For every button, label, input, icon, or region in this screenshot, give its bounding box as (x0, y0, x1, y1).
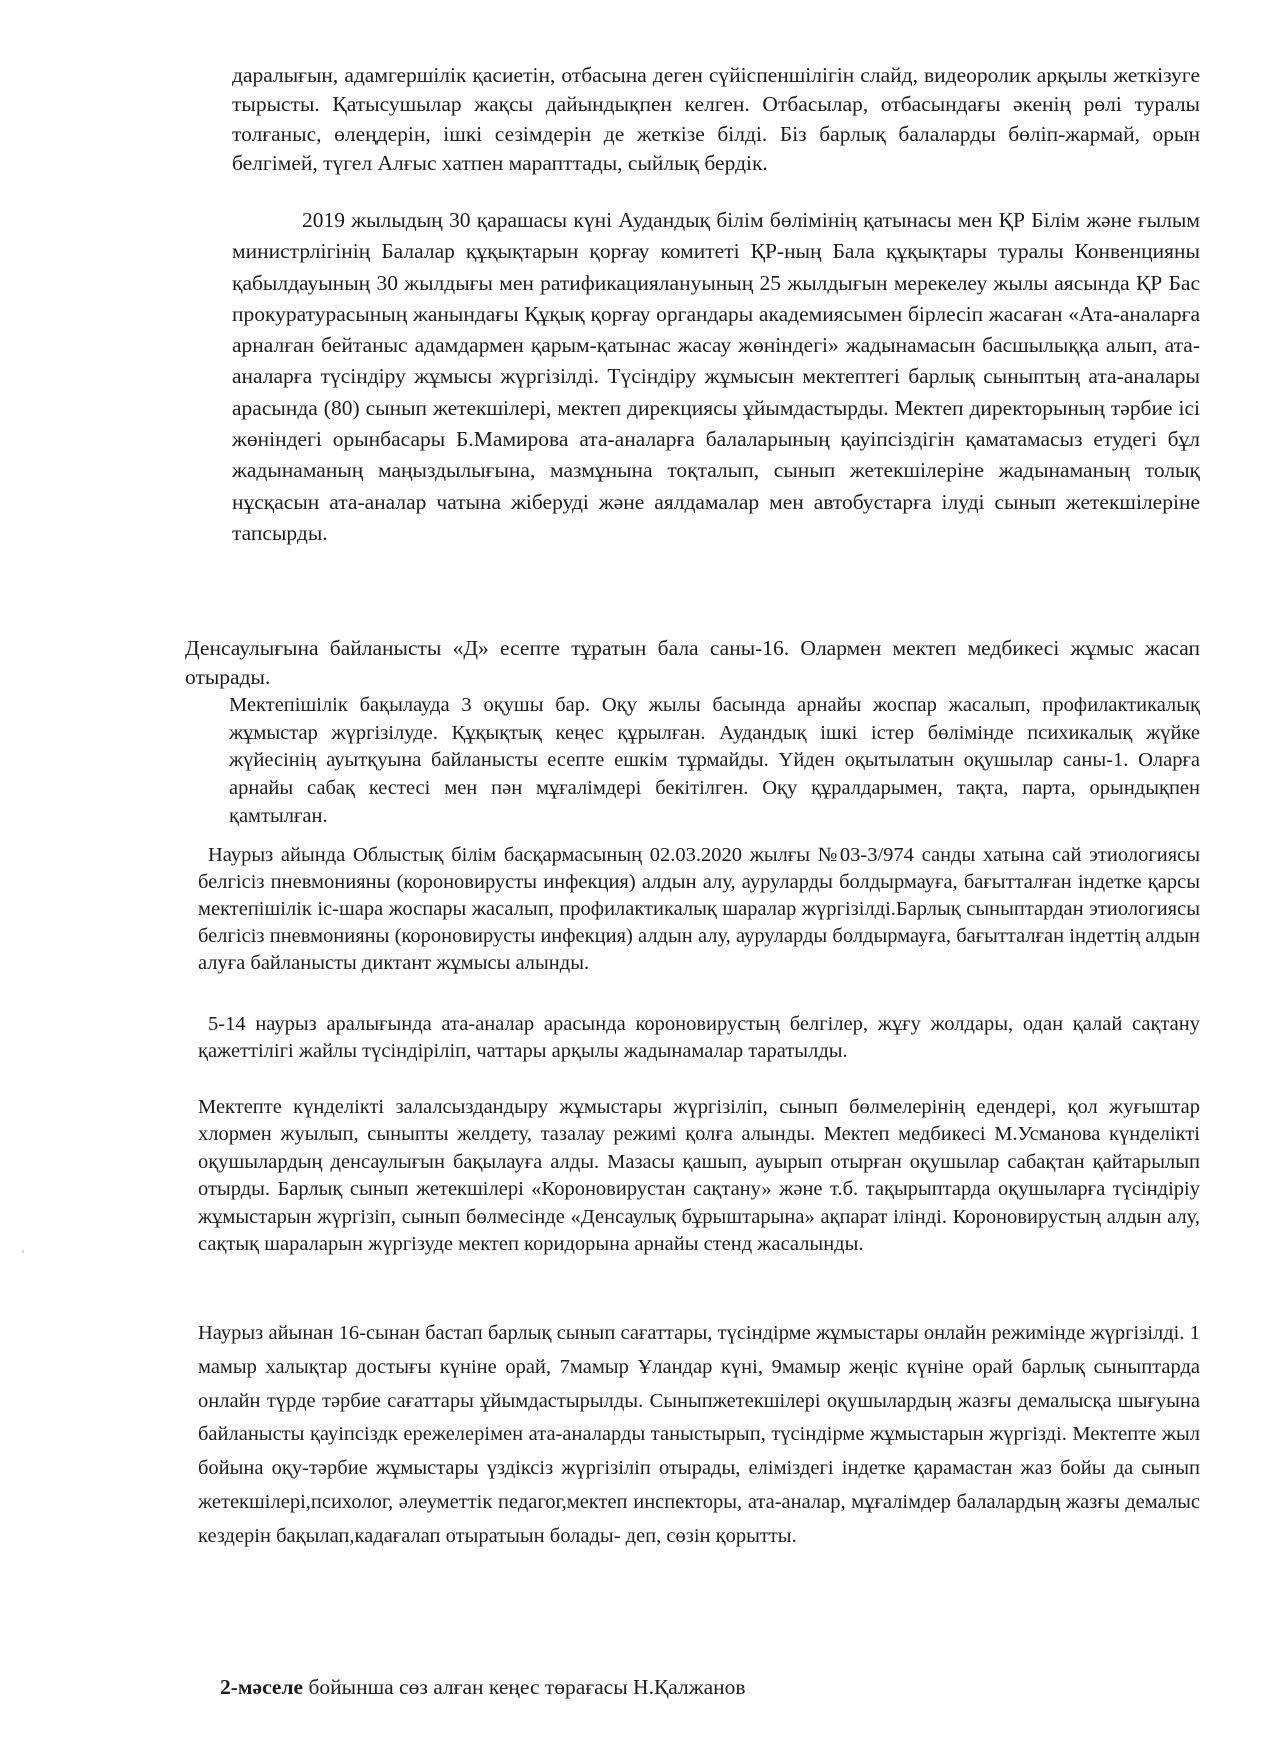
paragraph-pneumonia-plan: Наурыз айында Облыстық білім басқармасының 02.03.2020 жылғы №03-3/974 санды хатына сай этиологиясы белгісіз пневмонияны (короновирусты инфекция) алдын алу, ауруларды болдырмауға, бағытталған індетке қарсы мектепішілік іс-шара жоспары жасалып, профилактикалық шаралар жүргізілді.Барлық сыныптардан этиологиясы белгісіз пневмонияны (короновирусты инфекция) алдын алу, ауруларды болдырмауға, бағытталған індеттің алдын алуға байланысты диктант жұмысы алынды. (198, 844, 1200, 975)
paragraph-school-control: Мектепішілік бақылауда 3 оқушы бар. Оқу жылы басында арнайы жоспар жасалып, профилактикалық жұмыстар жүргізілуде. Құқықтық кеңес құрылған. Аудандық ішкі істер бөлімінде психикалық жүйке жүйесінің ауытқуына байланысты есепте ешкім тұрмайды. Үйден оқытылатын оқушылар саны-1. Оларға арнайы сабақ кестесі мен пән мұғалімдері бекітілген. Оқу құралдарымен, тақта, парта, орындықпен қамтылған. (229, 694, 1200, 827)
scan-speck (22, 1250, 24, 1253)
paragraph-family-event: даралығын, адамгершілік қасиетін, отбасына деген сүйіспеншілігін слайд, видеоролик арқылы жеткізуге тырысты. Қатысушылар жақсы дайындықпен келген. Отбасылар, отбасындағы әкенің рөлі туралы толғаныс, өлеңдерін, ішкі сезімдерін де жеткізе білді. Біз барлық балаларды бөліп-жармай, орын белгімей, түгел Алғыс хатпен марапттады, сыйлық бердік. (232, 63, 1200, 176)
issue-number: 2-мәселе (220, 1675, 304, 1699)
paragraph-coronavirus-parents: 5-14 наурыз аралығында ата-аналар арасында короновирустың белгілер, жұғу жолдары, одан қалай сақтану қажеттілігі жайлы түсіндіріліп, чаттары арқылы жадынамалар таратылды. (198, 1013, 1200, 1062)
paragraph-online-mode: Наурыз айынан 16-сынан бастап барлық сынып сағаттары, түсіндірме жұмыстары онлайн режимінде жүргізілді. 1 мамыр халықтар достығы күніне орай, 7мамыр Ұландар күні, 9мамыр жеңіс күніне орай барлық сыныптарда онлайн түрде тәрбие сағаттары ұйымдастырылды. Сыныпжетекшілері оқушылардың жазғы демалысқа шығуына байланысты қауіпсіздк ережелерімен ата-аналарды таныстырып, түсіндірме жұмыстарын жүргізді. Мектепте жыл бойына оқу-тәрбие жұмыстары үздіксіз жүргізіліп отырады, еліміздегі індетке қарамастан жаз бойы да сынып жетекшілері,психолог, әлеуметтік педагог,мектеп инспекторы, ата-аналар, мұғалімдер балалардың жазғы демалыс кездерін бақылап,кадағалап отыратыын болады- деп, сөзін қорытты. (198, 1322, 1200, 1547)
closing-text: бойынша сөз алған кеңес төрағасы Н.Қалжанов (303, 1675, 746, 1699)
paragraph-health-register: Денсаулығына байланысты «Д» есепте тұратын бала саны-16. Олармен мектеп медбикесі жұмыс жасап отырады. (185, 636, 1200, 690)
paragraph-disinfection: Мектепте күнделікті залалсыздандыру жұмыстары жүргізіліп, сынып бөлмелерінің едендері, қол жуғыштар хлормен жуылып, сыныпты желдету, тазалау режимі қолға алынды. Мектеп медбикесі М.Усманова күнделікті оқушылардың денсаулығын бақылауға алды. Мазасы қашып, ауырып отырған оқушылар сабақтан қайтарылып отырды. Барлық сынып жетекшілері «Короновирустан сақтану» және т.б. тақырыптарда оқушыларға түсіндіріу жұмыстарын жүргізіп, сынып бөлмесінде «Денсаулық бұрыштарына» ақпарат ілінді. Короновирустың алдын алу, сақтық шараларын жүргізуде мектеп коридорына арнайы стенд жасалынды. (198, 1096, 1200, 1256)
paragraph-child-rights-memo: 2019 жылыдың 30 қарашасы күні Аудандық білім бөлімінің қатынасы мен ҚР Білім және ғылым министрлігінің Балалар құқықтарын қорғау комитеті ҚР-ның Бала құқықтары туралы Конвенцияны қабылдауының 30 жылдығы мен ратификациялануының 25 жылдығын мерекелеу жылы аясында ҚР Бас прокуратурасының жанындағы Құқық қорғау органдары академиясымен бірлесіп жасаған «Ата-аналарға арналған бейтаныс адамдармен қарым-қатынас жасау жөніндегі» жадынамасын басшылыққа алып, ата-аналарға түсіндіру жұмысы жүргізілді. Түсіндіру жұмысын мектептегі барлық сыныптың ата-аналары арасында (80) сынып жетекшілері, мектеп дирекциясы ұйымдастырды. Мектеп директорының тәрбие ісі жөніндегі орынбасары Б.Мамирова ата-аналарға балаларының қауіпсіздігін қаматамасыз етудегі бұл жадынаманың маңыздылығына, мазмұнына тоқталып, сынып жетекшілеріне жадынаманың толық нұсқасын ата-аналар чатына жіберуді және аялдамалар мен автобустарға ілуді сынып жетекшілеріне тапсырды. (232, 208, 1200, 545)
closing-line (220, 1673, 1120, 1702)
